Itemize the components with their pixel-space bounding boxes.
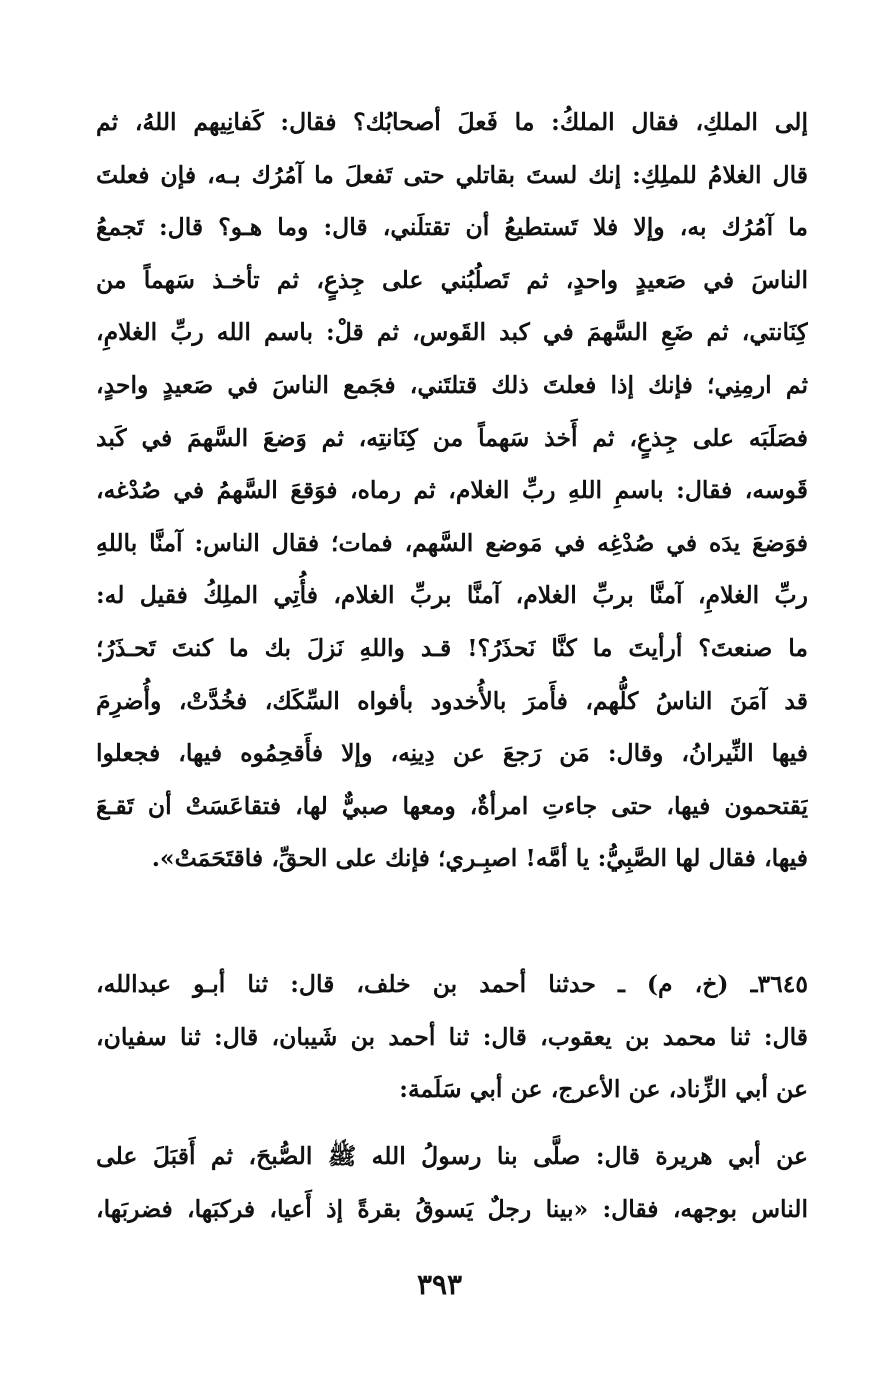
text-line: الناس بوجهه، فقال: «بينا رجلٌ يَسوقُ بقرةً إذ أَعيا، فركبَها، فضربَها، [96, 1194, 808, 1223]
text-line: عن أبي الزِّناد، عن الأعرج، عن أبي سَلَمة: [399, 1075, 808, 1104]
hadith-number-line: ٣٦٤٥ـ (خ، م) ـ حدثنا أحمد بن خلف، قال: ثنا أبـو عبدالله، [96, 970, 808, 998]
text-line: فوَضعَ يدَه في صُدْغِه في مَوضع السَّهم، فمات؛ فقال الناس: آمنَّا باللهِ [96, 528, 808, 557]
page-number: ٣٩٣ [416, 1268, 463, 1301]
text-line: فيها النِّيرانُ، وقال: مَن رَجعَ عن دِينِه، وإلا فأَقحِمُوه فيها، فجعلوا [96, 739, 808, 768]
text-line: كِنَانتي، ثم ضَعِ السَّهمَ في كبد القَوس، ثم قلْ: باسم الله ربِّ الغلامِ، [96, 318, 808, 347]
text-line: قال: ثنا محمد بن يعقوب، قال: ثنا أحمد بن شَيبان، قال: ثنا سفيان، [96, 1022, 808, 1051]
text-line: يَقتحمون فيها، حتى جاءتِ امرأةٌ، ومعها صبيٌّ لها، فتقاعَسَتْ أن تَقـعَ [96, 791, 808, 820]
text-line: فيها، فقال لها الصَّبِيُّ: يا أمَّه! اصبِـري؛ فإنك على الحقِّ، فاقتَحَمَتْ». [151, 844, 808, 873]
text-line: ما آمُرُك به، وإلا فلا تَستطيعُ أن تقتلَني، قال: وما هـو؟ قال: تَجمعُ [96, 213, 808, 242]
text-line: قد آمَنَ الناسُ كلُّهم، فأَمرَ بالأُخدود بأفواه السِّكَك، فخُدَّتْ، وأُضرِمَ [96, 686, 808, 715]
text-line: قَوسه، فقال: باسمِ اللهِ ربِّ الغلام، ثم رماه، فوَقعَ السَّهمُ في صُدْغه، [96, 476, 808, 505]
text-line: قال الغلامُ للملِكِ: إنك لستَ بقاتلي حتى تَفعلَ ما آمُرُك بـه، فإن فعلتَ [96, 160, 808, 189]
text-line: ربِّ الغلامِ، آمنَّا بربِّ الغلام، آمنَّا بربِّ الغلام، فأُتِي الملِكُ فقيل له: [96, 581, 808, 610]
text-line: فصَلَبَه على جِذعٍ، ثم أَخذ سَهماً من كِنَانتِه، ثم وَضعَ السَّهمَ في كَبد [96, 423, 808, 452]
isnad-paragraph [96, 958, 808, 1116]
hadith-continuation-paragraph [96, 96, 808, 885]
hadith-paragraph [96, 1130, 808, 1235]
text-line: عن أبي هريرة قال: صلَّى بنا رسولُ الله ﷺ الصُّبحَ، ثم أَقبَلَ على [96, 1142, 808, 1170]
text-line: ثم ارمِنِي؛ فإنك إذا فعلتَ ذلك قتلتَني، فجَمع الناسَ في صَعيدٍ واحدٍ، [96, 370, 808, 399]
text-line: ما صنعتَ؟ أرأيتَ ما كنَّا نَحذَرُ؟! قـد واللهِ نَزلَ بك ما كنتَ تَحـذَرُ؛ [96, 633, 808, 662]
text-line: الناسَ في صَعيدٍ واحدٍ، ثم تَصلُبُني على جِذعٍ، ثم تأخـذ سَهماً من [96, 265, 808, 294]
text-line: إلى الملكِ، فقال الملكُ: ما فَعلَ أصحابُك؟ فقال: كَفانِيهم اللهُ، ثم [96, 108, 808, 136]
